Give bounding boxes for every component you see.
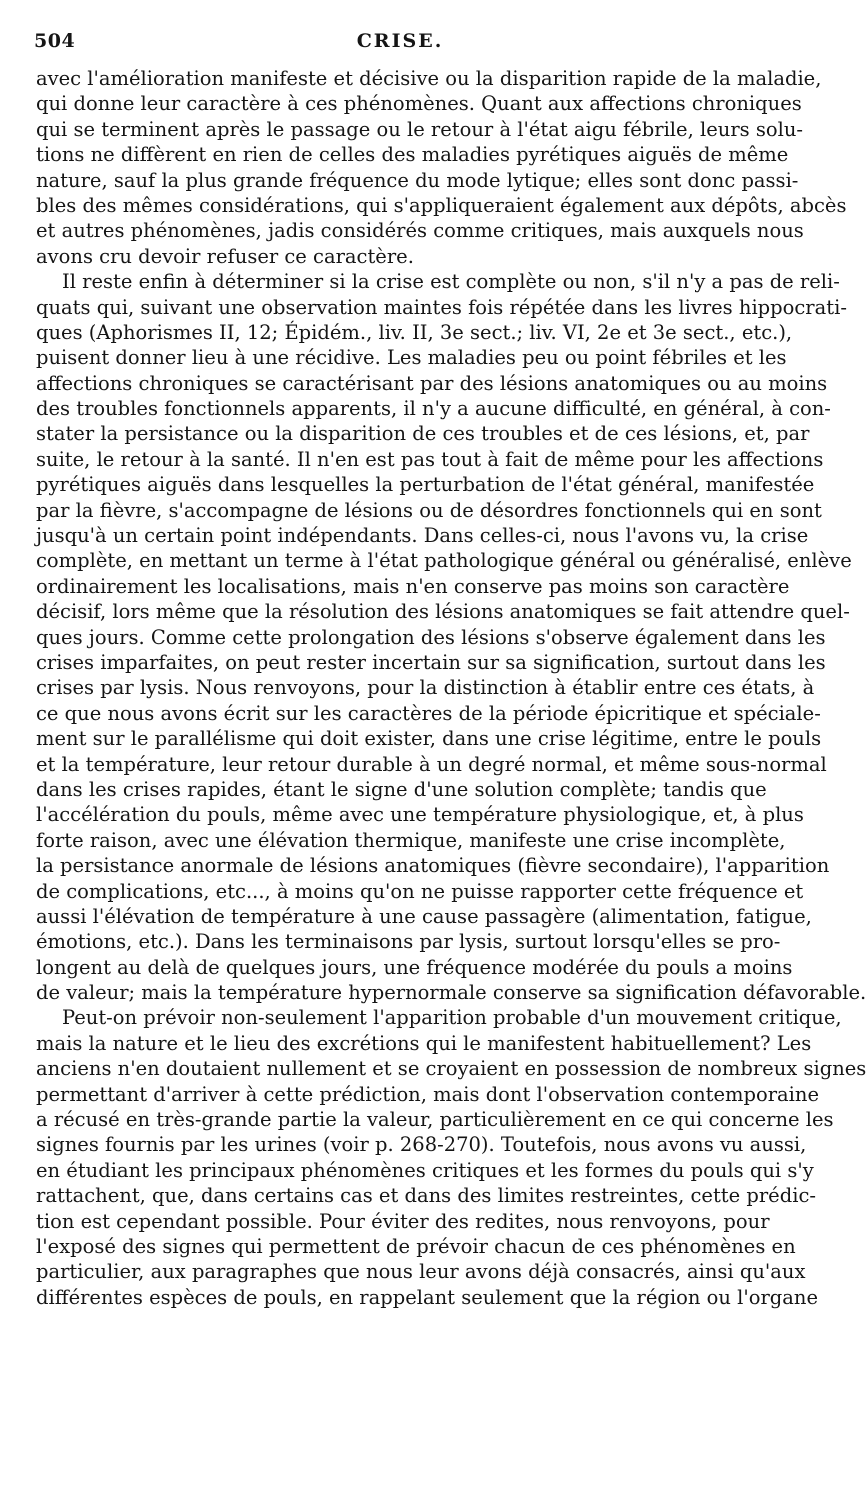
paragraph bbox=[36, 1005, 866, 1310]
text-line: nature, sauf la plus grande fréquence du mode lytique; elles sont donc passi- bbox=[36, 168, 799, 192]
text-line: ce que nous avons écrit sur les caractères de la période épicritique et spéciale- bbox=[36, 701, 821, 725]
body-text bbox=[36, 66, 866, 1310]
text-line: tions ne diffèrent en rien de celles des maladies pyrétiques aiguës de même bbox=[36, 143, 789, 167]
text-line: par la fièvre, s'accompagne de lésions ou de désordres fonctionnels qui en sont bbox=[36, 498, 822, 522]
text-line: bles des mêmes considérations, qui s'appliqueraient également aux dépôts, abcès bbox=[36, 193, 847, 217]
text-line: de complications, etc..., à moins qu'on ne puisse rapporter cette fréquence et bbox=[36, 879, 804, 903]
text-line: qui donne leur caractère à ces phénomènes. Quant aux affections chroniques bbox=[36, 92, 802, 116]
text-line: affections chroniques se caractérisant par des lésions anatomiques ou au moins bbox=[36, 371, 828, 395]
text-line: ment sur le parallélisme qui doit exister, dans une crise légitime, entre le pouls bbox=[36, 727, 822, 751]
text-line: Il reste enfin à déterminer si la crise est complète ou non, s'il n'y a pas de reli- bbox=[62, 270, 840, 294]
text-line: dans les crises rapides, étant le signe d'une solution complète; tandis que bbox=[36, 777, 767, 801]
text-line: rattachent, que, dans certains cas et dans des limites restreintes, cette prédic- bbox=[36, 1184, 816, 1208]
text-line: stater la persistance ou la disparition de ces troubles et de ces lésions, et, par bbox=[36, 422, 810, 446]
text-line: l'accélération du pouls, même avec une température physiologique, et, à plus bbox=[36, 803, 804, 827]
text-line: Peut-on prévoir non-seulement l'apparition probable d'un mouvement critique, bbox=[62, 1006, 842, 1030]
paragraph bbox=[36, 66, 847, 269]
text-line: particulier, aux paragraphes que nous leur avons déjà consacrés, ainsi qu'aux bbox=[36, 1260, 806, 1284]
text-line: décisif, lors même que la résolution des lésions anatomiques se fait attendre quel- bbox=[36, 600, 850, 624]
text-line: de valeur; mais la température hypernormale conserve sa signification défavorable. bbox=[36, 981, 866, 1005]
text-line: pyrétiques aiguës dans lesquelles la perturbation de l'état général, manifestée bbox=[36, 473, 815, 497]
text-line: en étudiant les principaux phénomènes critiques et les formes du pouls qui s'y bbox=[36, 1158, 814, 1182]
running-head: CRISE. bbox=[356, 30, 444, 52]
text-line: puisent donner lieu à une récidive. Les maladies peu ou point fébriles et les bbox=[36, 346, 787, 370]
text-line: émotions, etc.). Dans les terminaisons par lysis, surtout lorsqu'elles se pro- bbox=[36, 930, 781, 954]
text-line: tion est cependant possible. Pour éviter des redites, nous renvoyons, pour bbox=[36, 1209, 770, 1233]
text-line: longent au delà de quelques jours, une fréquence modérée du pouls a moins bbox=[36, 955, 793, 979]
text-line: permettant d'arriver à cette prédiction, mais dont l'observation contemporaine bbox=[36, 1082, 820, 1106]
text-line: complète, en mettant un terme à l'état pathologique général ou généralisé, enlève bbox=[36, 549, 852, 573]
text-line: aussi l'élévation de température à une cause passagère (alimentation, fatigue, bbox=[36, 904, 812, 928]
text-line: crises imparfaites, on peut rester incertain sur sa signification, surtout dans les bbox=[36, 650, 826, 674]
text-line: qui se terminent après le passage ou le retour à l'état aigu fébrile, leurs solu- bbox=[36, 117, 803, 141]
text-line: mais la nature et le lieu des excrétions qui le manifestent habituellement? Les bbox=[36, 1031, 812, 1055]
text-line: jusqu'à un certain point indépendants. Dans celles-ci, nous l'avons vu, la crise bbox=[36, 524, 809, 548]
text-line: crises par lysis. Nous renvoyons, pour la distinction à établir entre ces états, à bbox=[36, 676, 815, 700]
text-line: et autres phénomènes, jadis considérés comme critiques, mais auxquels nous bbox=[36, 219, 804, 243]
text-line: différentes espèces de pouls, en rappelant seulement que la région ou l'organe bbox=[36, 1285, 818, 1309]
text-line: quats qui, suivant une observation maintes fois répétée dans les livres hippocrati- bbox=[36, 295, 847, 319]
text-line: ordinairement les localisations, mais n'en conserve pas moins son caractère bbox=[36, 574, 790, 598]
text-line: signes fournis par les urines (voir p. 268-270). Toutefois, nous avons vu aussi, bbox=[36, 1133, 807, 1157]
text-line: l'exposé des signes qui permettent de prévoir chacun de ces phénomènes en bbox=[36, 1234, 796, 1258]
text-line: des troubles fonctionnels apparents, il n'y a aucune difficulté, en général, à con- bbox=[36, 397, 831, 421]
text-line: suite, le retour à la santé. Il n'en est pas tout à fait de même pour les affections bbox=[36, 447, 824, 471]
paragraph bbox=[36, 269, 866, 1005]
text-line: avec l'amélioration manifeste et décisive ou la disparition rapide de la maladie, bbox=[36, 67, 822, 90]
text-line: a récusé en très-grande partie la valeur, particulièrement en ce qui concerne les bbox=[36, 1108, 834, 1132]
text-line: ques (Aphorismes II, 12; Épidém., liv. II, 3e sect.; liv. VI, 2e et 3e sect., etc.), bbox=[36, 320, 793, 344]
text-line: avons cru devoir refuser ce caractère. bbox=[36, 244, 414, 268]
text-line: et la température, leur retour durable à un degré normal, et même sous-normal bbox=[36, 752, 827, 776]
text-line: forte raison, avec une élévation thermique, manifeste une crise incomplète, bbox=[36, 828, 786, 852]
text-line: la persistance anormale de lésions anatomiques (fièvre secondaire), l'apparition bbox=[36, 854, 830, 878]
page-number: 504 bbox=[34, 30, 76, 52]
text-line: anciens n'en doutaient nullement et se croyaient en possession de nombreux signes bbox=[36, 1057, 866, 1081]
page-header bbox=[30, 30, 770, 64]
text-line: ques jours. Comme cette prolongation des lésions s'observe également dans les bbox=[36, 625, 826, 649]
